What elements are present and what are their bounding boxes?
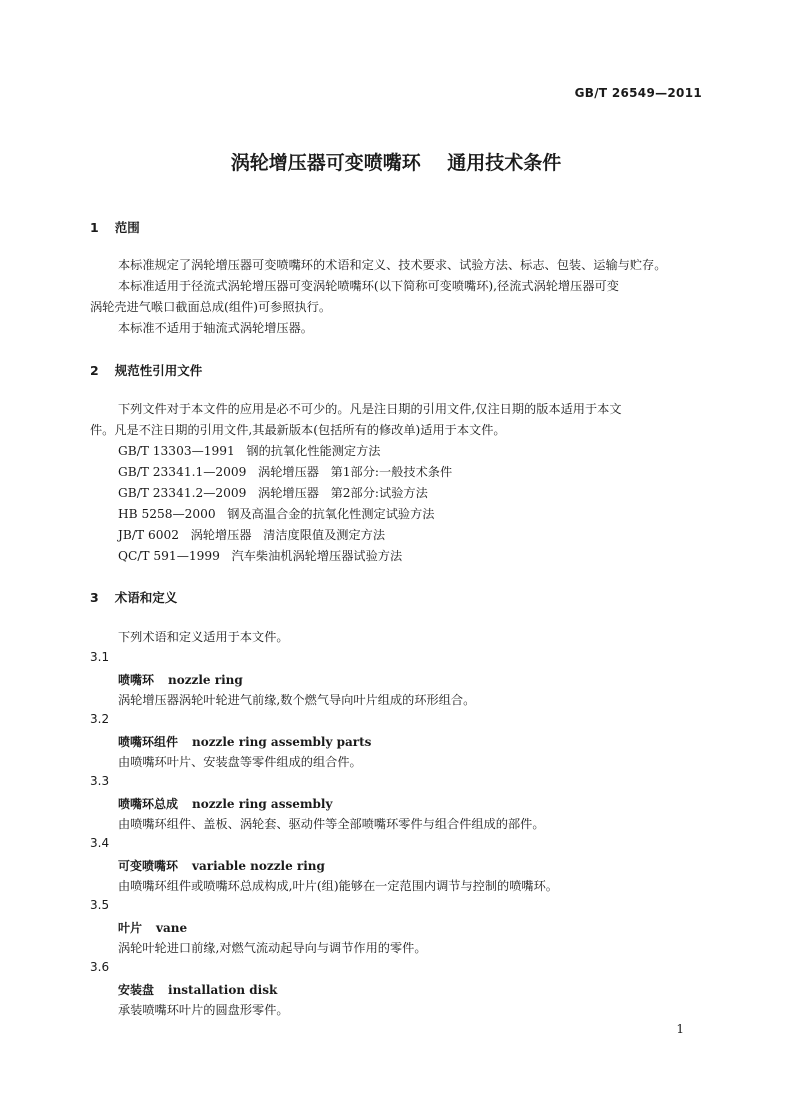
paragraph-continuation: 涡轮壳进气喉口截面总成(组件)可参照执行。 xyxy=(90,300,332,314)
term-zh: 可变喷嘴环 xyxy=(118,859,179,873)
term-heading xyxy=(118,795,332,812)
term-zh: 喷嘴环 xyxy=(118,673,155,687)
term-number: 3.5 xyxy=(90,898,110,912)
term-number: 3.1 xyxy=(90,650,110,664)
term-zh: 安装盘 xyxy=(118,983,155,997)
term-number: 3.6 xyxy=(90,960,110,974)
term-heading xyxy=(118,919,187,936)
paragraph-continuation: 件。凡是不注日期的引用文件,其最新版本(包括所有的修改单)适用于本文件。 xyxy=(90,423,506,437)
term-zh: 叶片 xyxy=(118,921,143,935)
section-title: 范围 xyxy=(114,220,140,235)
term-en: variable nozzle ring xyxy=(192,859,325,873)
paragraph: 下列文件对于本文件的应用是必不可少的。凡是注日期的引用文件,仅注日期的版本适用于本文 xyxy=(118,402,622,416)
term-en: nozzle ring assembly parts xyxy=(192,735,372,749)
section-2-heading xyxy=(90,361,202,379)
reference-item: JB/T 6002 涡轮增压器 清洁度限值及测定方法 xyxy=(118,528,386,542)
reference-item: GB/T 13303—1991 钢的抗氧化性能测定方法 xyxy=(118,444,381,458)
section-number: 3 xyxy=(90,590,99,605)
term-number: 3.3 xyxy=(90,774,110,788)
term-en: vane xyxy=(156,921,188,935)
reference-item: HB 5258—2000 钢及高温合金的抗氧化性测定试验方法 xyxy=(118,507,435,521)
reference-item: GB/T 23341.1—2009 涡轮增压器 第1部分:一般技术条件 xyxy=(118,465,453,479)
standard-code: GB/T 26549—2011 xyxy=(574,86,702,100)
paragraph: 本标准规定了涡轮增压器可变喷嘴环的术语和定义、技术要求、试验方法、标志、包装、运输与贮存。 xyxy=(118,258,667,272)
paragraph: 本标准适用于径流式涡轮增压器可变涡轮喷嘴环(以下简称可变喷嘴环),径流式涡轮增压器可变 xyxy=(118,279,619,293)
section-number: 2 xyxy=(90,363,99,378)
term-number: 3.2 xyxy=(90,712,110,726)
term-heading xyxy=(118,857,325,874)
term-definition: 由喷嘴环组件或喷嘴环总成构成,叶片(组)能够在一定范围内调节与控制的喷嘴环。 xyxy=(118,879,558,893)
paragraph: 本标准不适用于轴流式涡轮增压器。 xyxy=(118,321,313,335)
term-heading xyxy=(118,671,243,688)
reference-item: QC/T 591—1999 汽车柴油机涡轮增压器试验方法 xyxy=(118,549,403,563)
section-title: 规范性引用文件 xyxy=(114,363,203,378)
term-number: 3.4 xyxy=(90,836,110,850)
term-definition: 由喷嘴环组件、盖板、涡轮套、驱动件等全部喷嘴环零件与组合件组成的部件。 xyxy=(118,817,545,831)
term-definition: 承装喷嘴环叶片的圆盘形零件。 xyxy=(118,1003,289,1017)
term-en: nozzle ring xyxy=(168,673,243,687)
section-title: 术语和定义 xyxy=(114,590,178,605)
section-1-heading xyxy=(90,218,140,236)
section-number: 1 xyxy=(90,220,99,235)
paragraph: 下列术语和定义适用于本文件。 xyxy=(118,630,289,644)
section-3-heading xyxy=(90,588,177,606)
term-heading xyxy=(118,981,277,998)
term-zh: 喷嘴环总成 xyxy=(118,797,179,811)
term-heading xyxy=(118,733,371,750)
document-title: 涡轮增压器可变喷嘴环 通用技术条件 xyxy=(230,152,562,174)
term-en: installation disk xyxy=(168,983,278,997)
term-zh: 喷嘴环组件 xyxy=(118,735,179,749)
term-en: nozzle ring assembly xyxy=(192,797,333,811)
term-definition: 涡轮增压器涡轮叶轮进气前缘,数个燃气导向叶片组成的环形组合。 xyxy=(118,693,476,707)
reference-item: GB/T 23341.2—2009 涡轮增压器 第2部分:试验方法 xyxy=(118,486,428,500)
page-number: 1 xyxy=(676,1022,684,1036)
term-definition: 由喷嘴环叶片、安装盘等零件组成的组合件。 xyxy=(118,755,362,769)
term-definition: 涡轮叶轮进口前缘,对燃气流动起导向与调节作用的零件。 xyxy=(118,941,427,955)
